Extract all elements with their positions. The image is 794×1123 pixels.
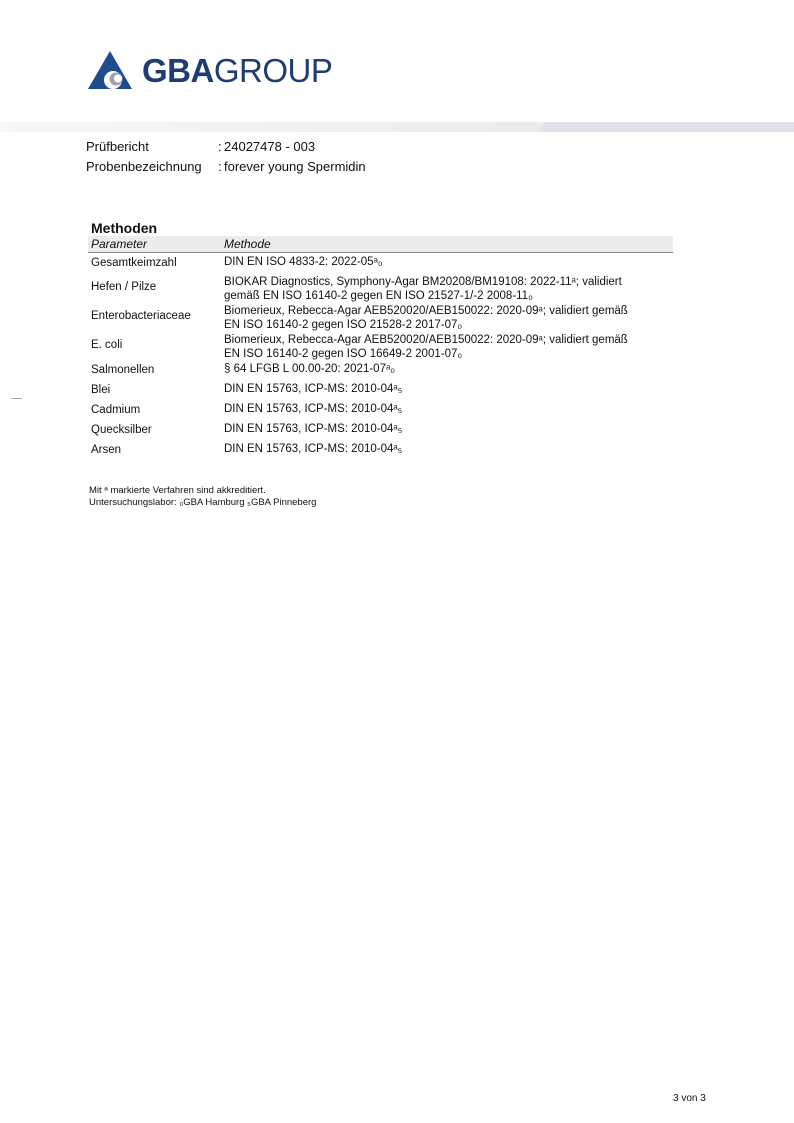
logo-wordmark: GBAGROUP — [142, 51, 333, 89]
laboratory-note: Untersuchungslabor: ₀GBA Hamburg ₅GBA Pinneberg — [89, 497, 317, 508]
accreditation-note: Mit ᵃ markierte Verfahren sind akkreditiert. — [89, 485, 266, 496]
method-cell: DIN EN ISO 4833-2: 2022-05ᵃ₀ — [224, 256, 383, 268]
parameter-cell: E. coli — [91, 339, 123, 351]
company-logo — [86, 50, 332, 90]
report-value: 24027478 - 003 — [224, 139, 316, 154]
report-number-row — [86, 139, 315, 154]
parameter-cell: Gesamtkeimzahl — [91, 257, 177, 269]
separator: : — [218, 139, 222, 154]
parameter-cell: Blei — [91, 384, 111, 396]
parameter-cell: Enterobacteriaceae — [91, 310, 191, 322]
parameter-cell: Cadmium — [91, 404, 141, 416]
method-cell: § 64 LFGB L 00.00-20: 2021-07ᵃ₀ — [224, 363, 396, 375]
separator: : — [218, 159, 222, 174]
sample-label: Probenbezeichnung — [86, 159, 202, 174]
column-header-parameter: Parameter — [91, 237, 148, 251]
method-cell: DIN EN 15763, ICP-MS: 2010-04ᵃ₅ — [224, 403, 403, 415]
table-header — [88, 236, 673, 253]
parameter-cell: Arsen — [91, 444, 122, 456]
method-cell: Biomerieux, Rebecca-Agar AEB520020/AEB150022: 2020-09ᵃ; validiert gemäß — [224, 305, 628, 317]
method-cell: DIN EN 15763, ICP-MS: 2010-04ᵃ₅ — [224, 423, 403, 435]
parameter-cell: Hefen / Pilze — [91, 281, 157, 293]
parameter-cell: Salmonellen — [91, 364, 155, 376]
parameter-cell: Quecksilber — [91, 424, 152, 436]
method-cell: BIOKAR Diagnostics, Symphony-Agar BM20208/BM19108: 2022-11ᵃ; validiert — [224, 276, 622, 288]
method-cell: EN ISO 16140-2 gegen ISO 21528-2 2017-07₀ — [224, 319, 463, 331]
footnotes — [89, 485, 316, 509]
sample-value: forever young Spermidin — [224, 159, 366, 174]
sample-name-row — [86, 159, 366, 174]
method-cell: DIN EN 15763, ICP-MS: 2010-04ᵃ₅ — [224, 383, 403, 395]
report-label: Prüfbericht — [86, 139, 149, 154]
method-cell: EN ISO 16140-2 gegen ISO 16649-2 2001-07₀ — [224, 348, 463, 360]
margin-mark — [11, 398, 22, 399]
gba-logo-icon — [86, 50, 134, 90]
header-band-accent — [538, 122, 794, 132]
methods-title: Methoden — [91, 220, 158, 236]
page-number: 3 von 3 — [673, 1093, 706, 1104]
method-cell: gemäß EN ISO 16140-2 gegen EN ISO 21527-1/-2 2008-11₀ — [224, 290, 533, 302]
method-cell: DIN EN 15763, ICP-MS: 2010-04ᵃ₅ — [224, 443, 403, 455]
method-cell: Biomerieux, Rebecca-Agar AEB520020/AEB150022: 2020-09ᵃ; validiert gemäß — [224, 334, 628, 346]
column-header-method: Methode — [224, 237, 271, 251]
